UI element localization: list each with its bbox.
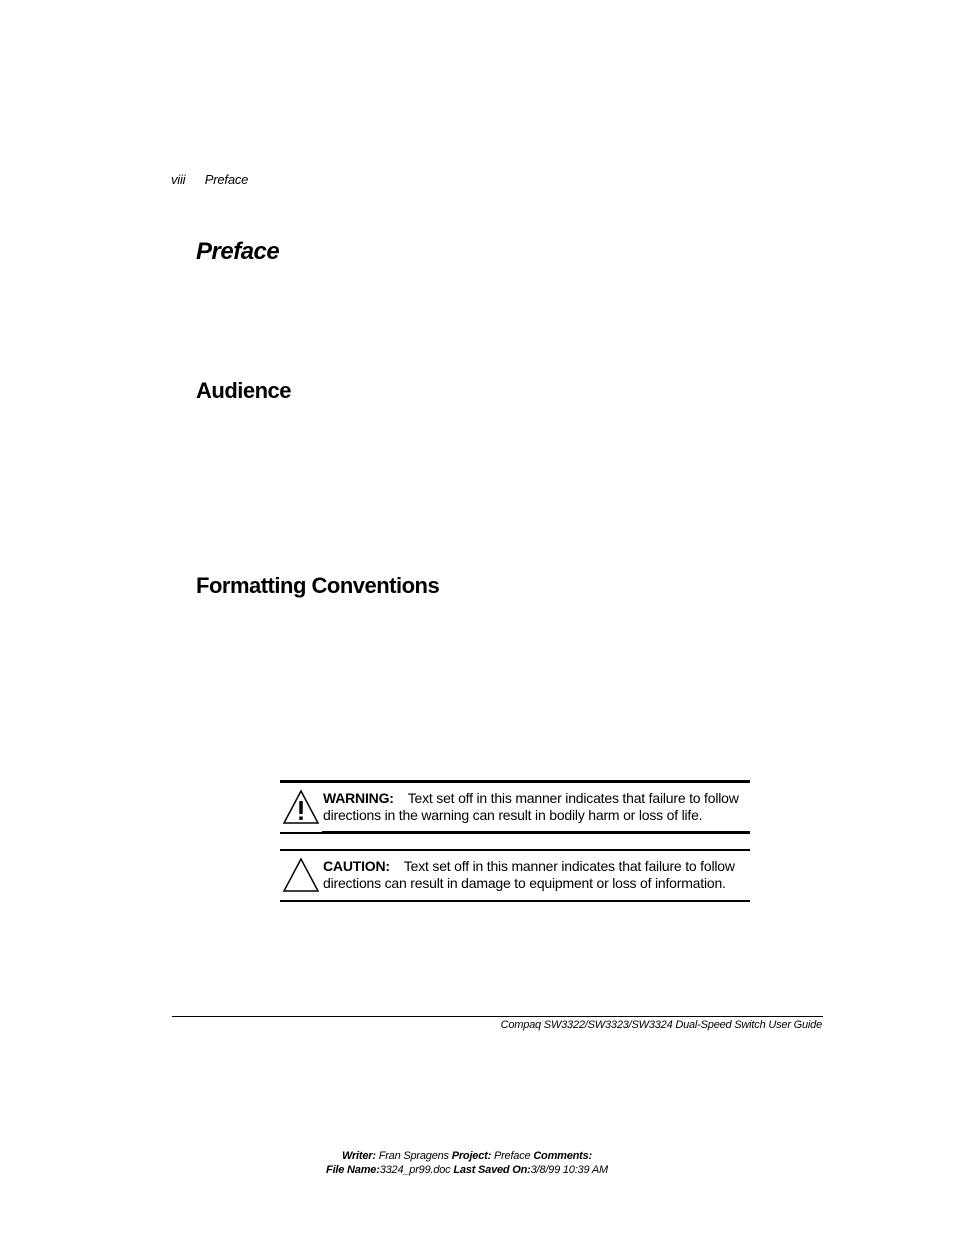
caution-notice xyxy=(280,849,750,902)
project-label: Project: xyxy=(451,1150,492,1162)
footer-rule xyxy=(172,1016,823,1017)
caution-label: CAUTION: xyxy=(323,858,390,874)
footer-guide-title: Compaq SW3322/SW3323/SW3324 Dual-Speed Switch User Guide xyxy=(500,1019,822,1031)
section-heading-audience: Audience xyxy=(196,378,292,403)
writer-value: Fran Spragens xyxy=(378,1150,449,1162)
doc-meta-line-2 xyxy=(0,1164,934,1176)
warning-text xyxy=(323,790,748,824)
caution-text xyxy=(323,858,748,892)
chapter-title: Preface xyxy=(196,238,280,265)
page-number: viii xyxy=(171,172,186,187)
caution-triangle-icon xyxy=(282,857,320,893)
warning-label: WARNING: xyxy=(323,790,394,806)
filename-label: File Name: xyxy=(326,1164,380,1176)
warning-body: Text set off in this manner indicates that failure to follow directions in the warning can result in bodily harm or loss of life. xyxy=(323,790,739,823)
doc-meta-line-1 xyxy=(0,1150,934,1162)
last-saved-label: Last Saved On: xyxy=(453,1164,531,1176)
warning-notice xyxy=(280,780,750,834)
project-value: Preface xyxy=(493,1150,531,1162)
caution-body: Text set off in this manner indicates that failure to follow directions can result in damage to equipment or loss of information. xyxy=(323,858,735,891)
running-header xyxy=(171,172,248,187)
section-heading-formatting-conventions: Formatting Conventions xyxy=(196,573,440,598)
filename-value: 3324_pr99.doc xyxy=(379,1164,451,1176)
last-saved-value: 3/8/99 10:39 AM xyxy=(530,1164,608,1176)
warning-bottom-rule xyxy=(322,831,750,834)
comments-label: Comments: xyxy=(533,1150,593,1162)
warning-triangle-exclamation-icon xyxy=(282,789,320,825)
writer-label: Writer: xyxy=(341,1150,376,1162)
running-header-section: Preface xyxy=(204,172,249,187)
